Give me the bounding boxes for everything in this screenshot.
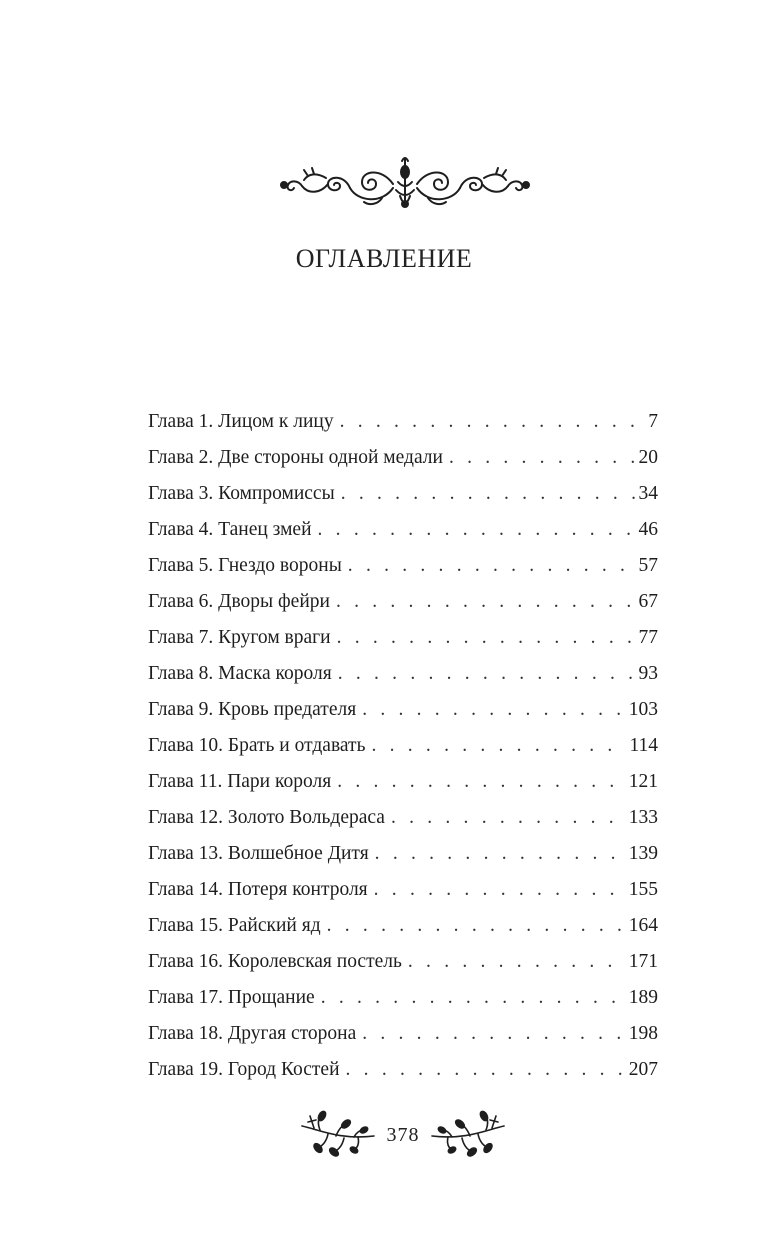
toc-entry-title: Глава 13. Волшебное Дитя bbox=[148, 843, 369, 864]
dot-leader bbox=[449, 440, 635, 476]
dot-leader bbox=[371, 728, 625, 764]
toc-entry[interactable] bbox=[148, 908, 658, 944]
toc-entry-page: 46 bbox=[638, 519, 658, 540]
toc-entry-title: Глава 11. Пари короля bbox=[148, 771, 332, 792]
dot-leader bbox=[362, 692, 625, 728]
toc-entry[interactable] bbox=[148, 476, 658, 512]
toc-entry-title: Глава 14. Потеря контроля bbox=[148, 879, 368, 900]
toc-entry-page: 77 bbox=[638, 627, 658, 648]
toc-entry[interactable] bbox=[148, 548, 658, 584]
toc-entry-page: 67 bbox=[638, 591, 658, 612]
dot-leader bbox=[318, 512, 635, 548]
dot-leader bbox=[374, 872, 625, 908]
toc-entry-page: 121 bbox=[628, 771, 658, 792]
toc-entry[interactable] bbox=[148, 836, 658, 872]
dot-leader bbox=[338, 656, 635, 692]
toc-entry-title: Глава 15. Райский яд bbox=[148, 915, 321, 936]
toc-entry-page: 171 bbox=[628, 951, 658, 972]
dot-leader bbox=[341, 476, 635, 512]
toc-entry-page: 164 bbox=[628, 915, 658, 936]
dot-leader bbox=[391, 800, 625, 836]
toc-entry-title: Глава 1. Лицом к лицу bbox=[148, 411, 334, 432]
toc-entry-title: Глава 18. Другая сторона bbox=[148, 1023, 357, 1044]
toc-entry[interactable] bbox=[148, 584, 658, 620]
toc-entry-page: 189 bbox=[628, 987, 658, 1008]
page-number: 378 bbox=[386, 1124, 420, 1146]
dot-leader bbox=[362, 1016, 625, 1052]
dot-leader bbox=[327, 908, 625, 944]
page-footer bbox=[300, 1106, 506, 1158]
table-of-contents bbox=[148, 404, 658, 1088]
toc-entry-title: Глава 12. Золото Вольдераса bbox=[148, 807, 385, 828]
leafy-vine-icon bbox=[426, 1106, 506, 1158]
toc-entry[interactable] bbox=[148, 1052, 658, 1088]
toc-entry-title: Глава 8. Маска короля bbox=[148, 663, 332, 684]
toc-entry-page: 155 bbox=[628, 879, 658, 900]
dot-leader bbox=[346, 1052, 625, 1088]
toc-entry[interactable] bbox=[148, 980, 658, 1016]
dot-leader bbox=[321, 980, 625, 1016]
dot-leader bbox=[408, 944, 625, 980]
toc-entry-page: 133 bbox=[628, 807, 658, 828]
toc-entry-title: Глава 16. Королевская постель bbox=[148, 951, 402, 972]
toc-entry-page: 207 bbox=[628, 1059, 658, 1080]
toc-entry-page: 139 bbox=[628, 843, 658, 864]
toc-entry-page: 114 bbox=[629, 735, 658, 756]
toc-entry[interactable] bbox=[148, 872, 658, 908]
page-title: ОГЛАВЛЕНИЕ bbox=[295, 244, 473, 273]
toc-entry[interactable] bbox=[148, 656, 658, 692]
toc-entry-page: 57 bbox=[638, 555, 658, 576]
toc-entry-title: Глава 9. Кровь предателя bbox=[148, 699, 357, 720]
toc-entry-page: 93 bbox=[638, 663, 658, 684]
toc-entry-page: 7 bbox=[648, 411, 658, 432]
toc-entry-page: 103 bbox=[628, 699, 658, 720]
toc-entry[interactable] bbox=[148, 944, 658, 980]
toc-entry-page: 34 bbox=[638, 483, 658, 504]
toc-entry-page: 20 bbox=[638, 447, 658, 468]
toc-entry-title: Глава 7. Кругом враги bbox=[148, 627, 331, 648]
dot-leader bbox=[348, 548, 635, 584]
toc-entry[interactable] bbox=[148, 404, 658, 440]
toc-entry-title: Глава 10. Брать и отдавать bbox=[148, 735, 366, 756]
dot-leader bbox=[337, 764, 625, 800]
toc-entry[interactable] bbox=[148, 692, 658, 728]
baroque-scroll-ornament-icon bbox=[278, 152, 532, 214]
dot-leader bbox=[375, 836, 625, 872]
dot-leader bbox=[337, 620, 635, 656]
toc-entry-title: Глава 6. Дворы фейри bbox=[148, 591, 330, 612]
dot-leader bbox=[336, 584, 635, 620]
toc-entry-title: Глава 19. Город Костей bbox=[148, 1059, 340, 1080]
toc-entry[interactable] bbox=[148, 620, 658, 656]
toc-entry[interactable] bbox=[148, 512, 658, 548]
toc-entry[interactable] bbox=[148, 1016, 658, 1052]
dot-leader bbox=[340, 404, 645, 440]
toc-entry-title: Глава 2. Две стороны одной медали bbox=[148, 447, 443, 468]
toc-entry-title: Глава 4. Танец змей bbox=[148, 519, 312, 540]
toc-entry-title: Глава 5. Гнездо вороны bbox=[148, 555, 342, 576]
toc-entry[interactable] bbox=[148, 440, 658, 476]
toc-entry[interactable] bbox=[148, 764, 658, 800]
toc-entry-title: Глава 3. Компромиссы bbox=[148, 483, 335, 504]
toc-entry-title: Глава 17. Прощание bbox=[148, 987, 315, 1008]
toc-entry[interactable] bbox=[148, 728, 658, 764]
toc-entry-page: 198 bbox=[628, 1023, 658, 1044]
toc-entry[interactable] bbox=[148, 800, 658, 836]
